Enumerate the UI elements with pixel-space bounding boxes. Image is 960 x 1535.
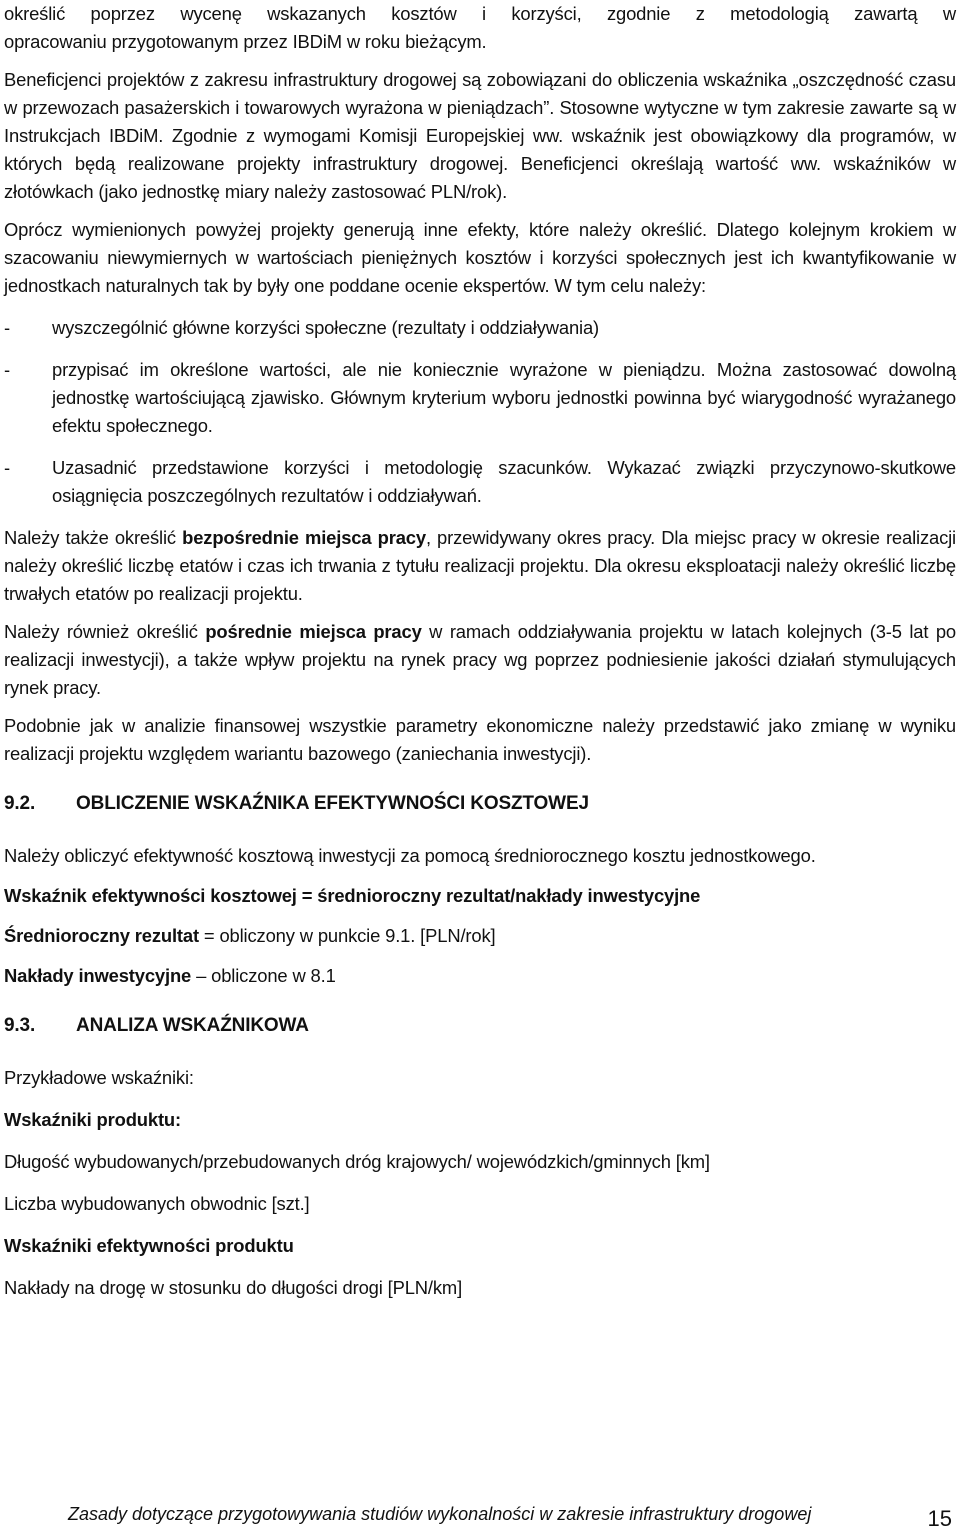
- paragraph-oprocz: Oprócz wymienionych powyżej projekty generują inne efekty, które należy określić. Dlatego kolejnym krokiem w szacowaniu niewymiernych w wartościach pieniężnych kosztów i korzyści społecznych jest ich kwantyfikowanie w jednostkach naturalnych tak by były one poddane ocenie ekspertów. W tym celu należy:: [4, 219, 956, 296]
- list-item: [4, 454, 956, 510]
- list-dash: -: [4, 359, 10, 380]
- list-item-text: Uzasadnić przedstawione korzyści i metodologię szacunków. Wykazać związki przyczynowo-skutkowe osiągnięcia poszczególnych rezultatów i oddziaływań.: [52, 457, 956, 506]
- formula-line: Wskaźnik efektywności kosztowej = średnioroczny rezultat/nakłady inwestycyjne: [4, 885, 701, 906]
- paragraph-podobnie: Podobnie jak w analizie finansowej wszystkie parametry ekonomiczne należy przedstawić jako zmianę w wyniku realizacji projektu względem wariantu bazowego (zaniechania inwestycji).: [4, 715, 956, 764]
- list-item-text: przypisać im określone wartości, ale nie koniecznie wyrażone w pieniądzu. Można zastosować dowolną jednostkę wartościującą zjawisko. Głównym kryterium wyboru jednostki powinna być wiarygodność wyrażanego efektu społecznego.: [52, 359, 956, 436]
- definition-sredni-rezultat: [4, 922, 956, 950]
- definition-text: – obliczone w 8.1: [191, 965, 336, 986]
- section-number: 9.3.: [4, 1015, 36, 1036]
- list-dash: -: [4, 317, 10, 338]
- page-number: 15: [927, 1506, 952, 1531]
- section-heading-9-3: [4, 1012, 956, 1040]
- section-title: ANALIZA WSKAŹNIKOWA: [76, 1015, 309, 1036]
- definition-text: = obliczony w punkcie 9.1. [PLN/rok]: [198, 925, 496, 946]
- wskaznik-item: Nakłady na drogę w stosunku do długości drogi [PLN/km]: [4, 1277, 463, 1298]
- bold-term-bezposrednie: bezpośrednie miejsca pracy: [182, 527, 426, 548]
- text-run: w ramach oddziaływania projektu w latach kolejnych (3-5 lat po realizacji inwestycji), a także wpływ projektu na rynek pracy wg poprzez podniesienie jakości działań stymulujących rynek pracy.: [4, 621, 957, 698]
- section-number: 9.2.: [4, 793, 36, 814]
- wskazniki-produktu-heading: Wskaźniki produktu:: [4, 1109, 181, 1130]
- definition-naklady: [4, 962, 956, 990]
- list-item: [4, 356, 956, 440]
- wskaznik-item: Długość wybudowanych/przebudowanych dróg krajowych/ wojewódzkich/gminnych [km]: [4, 1151, 710, 1172]
- przykladowe-label: Przykładowe wskaźniki:: [4, 1067, 194, 1088]
- paragraph-bezposrednie: [4, 524, 956, 608]
- definition-term: Nakłady inwestycyjne: [4, 965, 192, 986]
- wskazniki-efektywnosci-heading: Wskaźniki efektywności produktu: [4, 1235, 294, 1256]
- footer-title: Zasady dotyczące przygotowywania studiów wykonalności w zakresie infrastruktury drogowej: [68, 1504, 812, 1524]
- definition-term: Średnioroczny rezultat: [4, 925, 199, 946]
- intro-line-2: opracowaniu przygotowanym przez IBDiM w roku bieżącym.: [4, 31, 487, 52]
- list-dash: -: [4, 457, 10, 478]
- paragraph-beneficjenci: Beneficjenci projektów z zakresu infrastruktury drogowej są zobowiązani do obliczenia wskaźnika „oszczędność czasu w przewozach pasażerskich i towarowych wyrażona w pieniądzach”. Stosowne wytyczne w tym zakresie zawarte są w Instrukcjach IBDiM. Zgodnie z wymogami Komisji Europejskiej ww. wskaźnik jest obowiązkowy dla programów, w których będą realizowane projekty infrastruktury drogowej. Beneficjenci określają wartość ww. wskaźników w złotówkach (jako jednostkę miary należy zastosować PLN/rok).: [4, 69, 956, 202]
- text-run: Należy również określić: [4, 621, 206, 642]
- paragraph-nalezy-obliczyc: Należy obliczyć efektywność kosztową inwestycji za pomocą średniorocznego kosztu jednostkowego.: [4, 845, 816, 866]
- list-item: [4, 314, 956, 342]
- text-run: Należy także określić: [4, 527, 183, 548]
- page-content: [4, 0, 956, 1302]
- section-heading-9-2: [4, 790, 956, 818]
- wskaznik-item: Liczba wybudowanych obwodnic [szt.]: [4, 1193, 310, 1214]
- bold-term-posrednie: pośrednie miejsca pracy: [205, 621, 422, 642]
- text-run: , przewidywany okres pracy. Dla miejsc pracy w okresie realizacji należy określić liczbę etatów i czas ich trwania z tytułu realizacji projektu. Dla okresu eksploatacji należy określić liczbę trwałych etatów po realizacji projektu.: [4, 527, 956, 604]
- list-item-text: wyszczególnić główne korzyści społeczne (rezultaty i oddziaływania): [52, 317, 600, 338]
- paragraph-posrednie: [4, 618, 956, 702]
- intro-line-1: określić poprzez wycenę wskazanych kosztów i korzyści, zgodnie z metodologią zawartą w: [4, 3, 956, 24]
- section-title: OBLICZENIE WSKAŹNIKA EFEKTYWNOŚCI KOSZTOWEJ: [76, 793, 589, 814]
- page-footer: [0, 1498, 960, 1534]
